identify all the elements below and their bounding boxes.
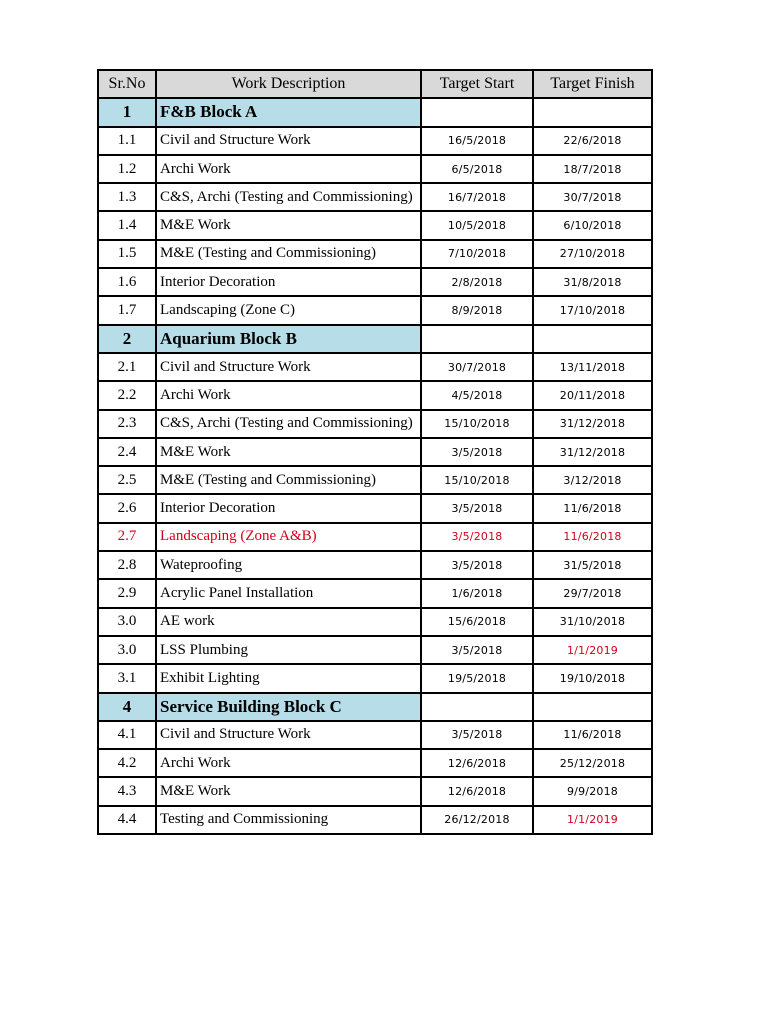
item-number: 1.5 <box>98 240 156 268</box>
table-row <box>98 749 652 777</box>
item-target-start: 26/12/2018 <box>421 806 533 834</box>
item-number: 1.6 <box>98 268 156 296</box>
item-target-start: 4/5/2018 <box>421 381 533 409</box>
item-target-start: 12/6/2018 <box>421 777 533 805</box>
item-target-start: 12/6/2018 <box>421 749 533 777</box>
table-row <box>98 551 652 579</box>
item-number: 2.6 <box>98 494 156 522</box>
item-target-finish: 31/10/2018 <box>533 608 652 636</box>
item-target-finish: 1/1/2019 <box>533 806 652 834</box>
section-row <box>98 98 652 126</box>
header-work-description: Work Description <box>156 70 421 98</box>
item-number: 2.5 <box>98 466 156 494</box>
item-number: 2.2 <box>98 381 156 409</box>
table-row <box>98 664 652 692</box>
table-row <box>98 636 652 664</box>
item-description: Interior Decoration <box>156 268 421 296</box>
item-target-start: 19/5/2018 <box>421 664 533 692</box>
section-row <box>98 693 652 721</box>
item-target-start: 15/6/2018 <box>421 608 533 636</box>
section-number: 2 <box>98 325 156 353</box>
item-target-start: 6/5/2018 <box>421 155 533 183</box>
section-finish-empty <box>533 325 652 353</box>
table-row <box>98 381 652 409</box>
table-row <box>98 466 652 494</box>
item-description: C&S, Archi (Testing and Commissioning) <box>156 410 421 438</box>
item-target-start: 2/8/2018 <box>421 268 533 296</box>
item-number: 2.8 <box>98 551 156 579</box>
item-number: 2.7 <box>98 523 156 551</box>
item-target-finish: 11/6/2018 <box>533 523 652 551</box>
table-row <box>98 579 652 607</box>
item-number: 1.2 <box>98 155 156 183</box>
item-target-start: 3/5/2018 <box>421 494 533 522</box>
item-target-start: 16/7/2018 <box>421 183 533 211</box>
table-row <box>98 240 652 268</box>
item-target-finish: 25/12/2018 <box>533 749 652 777</box>
item-target-finish: 1/1/2019 <box>533 636 652 664</box>
item-description: C&S, Archi (Testing and Commissioning) <box>156 183 421 211</box>
section-title: Service Building Block C <box>156 693 421 721</box>
section-finish-empty <box>533 98 652 126</box>
item-target-finish: 20/11/2018 <box>533 381 652 409</box>
work-schedule-table <box>97 69 653 835</box>
header-target-start: Target Start <box>421 70 533 98</box>
item-target-finish: 13/11/2018 <box>533 353 652 381</box>
item-target-start: 3/5/2018 <box>421 636 533 664</box>
item-target-finish: 29/7/2018 <box>533 579 652 607</box>
item-number: 4.4 <box>98 806 156 834</box>
item-target-finish: 3/12/2018 <box>533 466 652 494</box>
item-target-start: 3/5/2018 <box>421 721 533 749</box>
item-description: Interior Decoration <box>156 494 421 522</box>
item-description: Acrylic Panel Installation <box>156 579 421 607</box>
item-number: 2.4 <box>98 438 156 466</box>
item-target-finish: 22/6/2018 <box>533 127 652 155</box>
table-row <box>98 155 652 183</box>
item-number: 1.4 <box>98 211 156 239</box>
table-row <box>98 127 652 155</box>
item-description: Wateproofing <box>156 551 421 579</box>
item-number: 4.3 <box>98 777 156 805</box>
table-row <box>98 438 652 466</box>
section-title: F&B Block A <box>156 98 421 126</box>
item-target-start: 7/10/2018 <box>421 240 533 268</box>
item-number: 2.3 <box>98 410 156 438</box>
item-description: Archi Work <box>156 155 421 183</box>
table-row <box>98 494 652 522</box>
item-target-start: 30/7/2018 <box>421 353 533 381</box>
section-start-empty <box>421 98 533 126</box>
item-target-finish: 30/7/2018 <box>533 183 652 211</box>
item-description: Civil and Structure Work <box>156 353 421 381</box>
item-target-finish: 31/12/2018 <box>533 438 652 466</box>
item-description: Civil and Structure Work <box>156 127 421 155</box>
item-description: M&E Work <box>156 438 421 466</box>
item-description: Landscaping (Zone A&B) <box>156 523 421 551</box>
table-row <box>98 608 652 636</box>
item-target-finish: 11/6/2018 <box>533 721 652 749</box>
item-target-finish: 31/5/2018 <box>533 551 652 579</box>
table-row <box>98 777 652 805</box>
item-target-start: 15/10/2018 <box>421 410 533 438</box>
item-description: Civil and Structure Work <box>156 721 421 749</box>
item-target-start: 15/10/2018 <box>421 466 533 494</box>
item-description: M&E Work <box>156 777 421 805</box>
item-target-start: 3/5/2018 <box>421 523 533 551</box>
item-description: M&E Work <box>156 211 421 239</box>
section-finish-empty <box>533 693 652 721</box>
item-number: 4.1 <box>98 721 156 749</box>
item-target-start: 1/6/2018 <box>421 579 533 607</box>
item-description: AE work <box>156 608 421 636</box>
table-row <box>98 410 652 438</box>
section-title: Aquarium Block B <box>156 325 421 353</box>
item-description: Landscaping (Zone C) <box>156 296 421 324</box>
table-row <box>98 721 652 749</box>
header-srno: Sr.No <box>98 70 156 98</box>
item-description: LSS Plumbing <box>156 636 421 664</box>
header-row <box>98 70 652 98</box>
item-number: 4.2 <box>98 749 156 777</box>
table-row <box>98 183 652 211</box>
item-target-finish: 17/10/2018 <box>533 296 652 324</box>
item-number: 1.1 <box>98 127 156 155</box>
item-description: M&E (Testing and Commissioning) <box>156 466 421 494</box>
item-target-start: 10/5/2018 <box>421 211 533 239</box>
section-number: 1 <box>98 98 156 126</box>
item-number: 2.1 <box>98 353 156 381</box>
item-target-finish: 11/6/2018 <box>533 494 652 522</box>
item-target-finish: 6/10/2018 <box>533 211 652 239</box>
item-target-start: 8/9/2018 <box>421 296 533 324</box>
item-number: 1.7 <box>98 296 156 324</box>
item-target-finish: 27/10/2018 <box>533 240 652 268</box>
item-description: Testing and Commissioning <box>156 806 421 834</box>
item-target-start: 3/5/2018 <box>421 438 533 466</box>
item-description: Archi Work <box>156 381 421 409</box>
table-row <box>98 296 652 324</box>
section-row <box>98 325 652 353</box>
item-number: 3.1 <box>98 664 156 692</box>
item-target-start: 16/5/2018 <box>421 127 533 155</box>
table-row-highlighted <box>98 523 652 551</box>
table-row <box>98 806 652 834</box>
item-description: M&E (Testing and Commissioning) <box>156 240 421 268</box>
item-target-finish: 9/9/2018 <box>533 777 652 805</box>
item-number: 1.3 <box>98 183 156 211</box>
item-number: 2.9 <box>98 579 156 607</box>
item-description: Archi Work <box>156 749 421 777</box>
item-target-finish: 19/10/2018 <box>533 664 652 692</box>
section-number: 4 <box>98 693 156 721</box>
table-row <box>98 211 652 239</box>
item-description: Exhibit Lighting <box>156 664 421 692</box>
item-number: 3.0 <box>98 608 156 636</box>
table-row <box>98 353 652 381</box>
item-target-finish: 31/12/2018 <box>533 410 652 438</box>
item-target-finish: 31/8/2018 <box>533 268 652 296</box>
table-row <box>98 268 652 296</box>
section-start-empty <box>421 693 533 721</box>
header-target-finish: Target Finish <box>533 70 652 98</box>
item-target-start: 3/5/2018 <box>421 551 533 579</box>
item-target-finish: 18/7/2018 <box>533 155 652 183</box>
section-start-empty <box>421 325 533 353</box>
item-number: 3.0 <box>98 636 156 664</box>
